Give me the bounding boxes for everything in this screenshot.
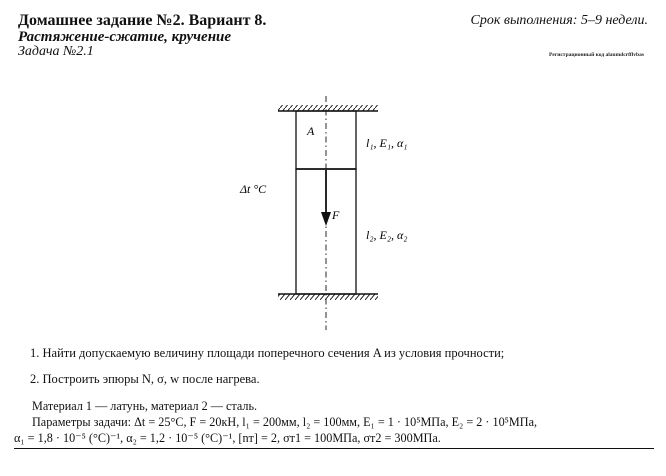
topic-subtitle: Растяжение-сжатие, кручение xyxy=(18,29,232,45)
force-arrow-head xyxy=(321,212,331,226)
deadline-text: Срок выполнения: 5–9 недели. xyxy=(470,13,648,28)
question-1: 1. Найти допускаемую величину площади поперечного сечения A из условия прочности; xyxy=(30,346,505,360)
section1-label: l₁, E₁, α₁ xyxy=(366,136,408,150)
params-line-1: Параметры задачи: Δt = 25°C, F = 20кН, l₁ = 200мм, l₂ = 100мм, E₁ = 1 · 10⁵МПа, E₂ = 2 · 10⁵МПа, xyxy=(32,415,538,429)
temperature-label: Δt °C xyxy=(240,182,267,196)
top-support-hatch xyxy=(278,105,378,111)
task-number: Задача №2.1 xyxy=(18,44,94,59)
parameters-block xyxy=(14,398,537,446)
bottom-rule xyxy=(14,448,654,449)
bottom-support-hatch xyxy=(278,294,378,300)
registration-code: Регистрационный код alaumdcrfflvbas xyxy=(548,52,644,58)
params-line-2: α₁ = 1,8 · 10⁻⁵ (°C)⁻¹, α₂ = 1,2 · 10⁻⁵ (°C)⁻¹, [nт] = 2, σт1 = 100МПа, σт2 = 300МПа. xyxy=(14,431,441,445)
materials-line: Материал 1 — латунь, материал 2 — сталь. xyxy=(32,399,258,413)
force-label: F xyxy=(332,208,340,222)
section2-label: l₂, E₂, α₂ xyxy=(366,228,408,242)
question-2: 2. Построить эпюры N, σ, w после нагрева. xyxy=(30,372,260,386)
homework-title: Домашнее задание №2. Вариант 8. xyxy=(18,12,267,29)
area-label: A xyxy=(307,124,315,138)
